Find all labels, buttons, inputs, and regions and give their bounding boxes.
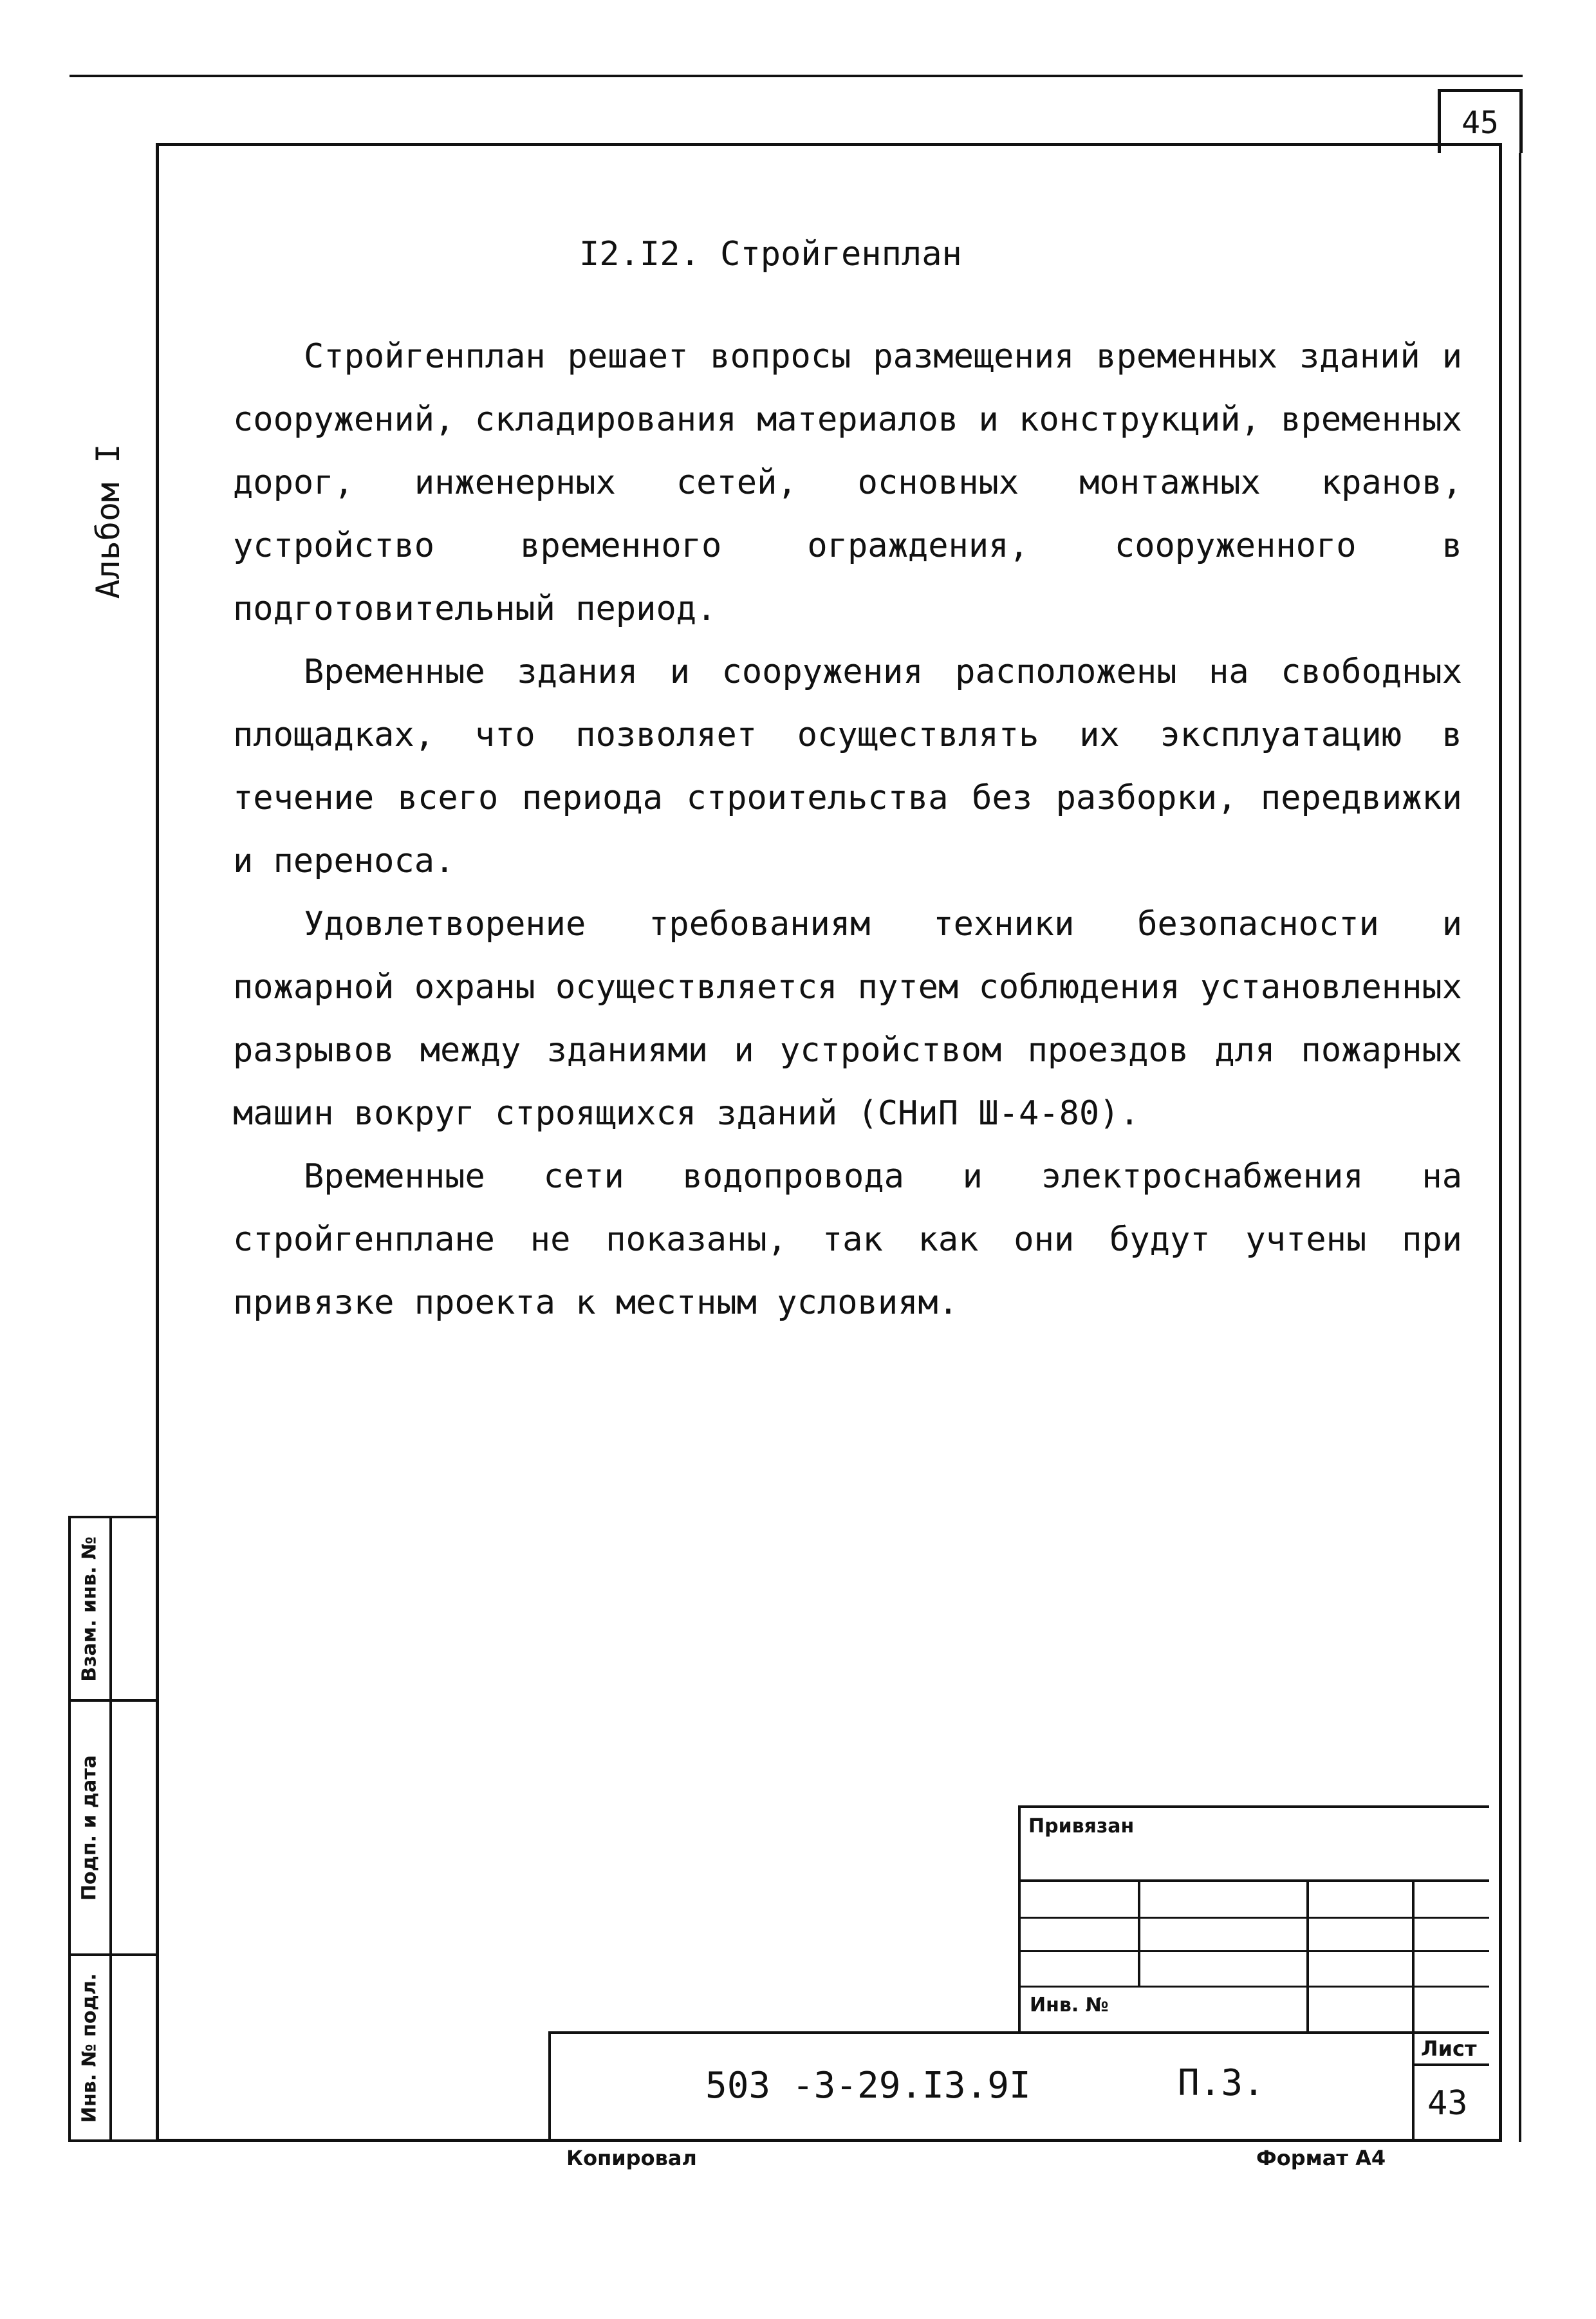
side-stamp-podp-data: Подп. и дата (78, 1755, 101, 1901)
side-stamp-top (68, 1516, 158, 1518)
tb-privyazan-row-2 (1018, 1917, 1489, 1919)
side-stamp-inv-podl: Инв. № подл. (78, 1973, 101, 2123)
side-stamp-row-2 (68, 1953, 158, 1956)
side-stamp-divider (109, 1516, 112, 2142)
tb-doc-code: 503 -3-29.I3.9I (705, 2065, 1031, 2107)
paragraph-2: Временные здания и сооружения расположены на свободных площадках, что позволяет осуществлять их эксплуатацию в течение всего периода строительства без разборки, передвижки и переноса. (233, 653, 1462, 880)
side-stamp-bottom (68, 2139, 158, 2142)
paragraph-1: Стройгенплан решает вопросы размещения временных зданий и сооружений, складирования материалов и конструкций, временных дорог, инженерных сетей, основных монтажных кранов, устройство временного ограждения, сооруженного в подготовительный период. (233, 337, 1462, 628)
side-stamp-vzam-inv: Взам. инв. № (78, 1536, 101, 1682)
side-stamp-vzam-box (70, 1519, 109, 1699)
tb-privyazan-label: Привязан (1028, 1815, 1135, 1838)
tb-section: П.3. (1178, 2062, 1265, 2104)
tb-privyazan-row-4 (1018, 1986, 1489, 1988)
album-label-box (70, 399, 147, 644)
footer-copied: Копировал (566, 2146, 697, 2170)
tb-privyazan-row-1 (1018, 1879, 1489, 1882)
tb-privyazan-col-2 (1306, 1879, 1309, 2033)
frame-right-outer (1519, 153, 1521, 2142)
tb-privyazan-left (1018, 1805, 1021, 2034)
side-stamp-inv-box (70, 1957, 109, 2139)
body-text (233, 325, 1462, 1334)
side-stamp-podp-box (70, 1702, 109, 1953)
tb-privyazan-row-3 (1018, 1950, 1489, 1952)
tb-privyazan-col-1 (1138, 1879, 1140, 1988)
tb-sheet-number: 43 (1427, 2084, 1468, 2123)
paragraph-4: Временные сети водопровода и электроснабжения на стройгенплане не показаны, так как они будут учтены при привязке проекта к местным условиям. (233, 1157, 1462, 1322)
tb-privyazan-top (1018, 1805, 1489, 1808)
tb-privyazan-col-3 (1412, 1879, 1415, 2033)
top-rule (70, 75, 1523, 77)
album-label: Альбом I (89, 443, 127, 599)
tb-sheet-row (1412, 2063, 1489, 2066)
section-heading: I2.I2. Стройгенплан (579, 235, 962, 274)
paragraph-3: Удовлетворение требованиям техники безопасности и пожарной охраны осуществляется путем соблюдения установленных разрывов между зданиями и устройством проездов для пожарных машин вокруг строящихся зданий (СНиП Ш-4-80). (233, 905, 1462, 1133)
tb-main-top (548, 2031, 1489, 2034)
tb-main-left (548, 2031, 551, 2142)
page-number: 45 (1438, 89, 1523, 153)
footer-format: Формат А4 (1256, 2146, 1386, 2170)
tb-sheet-col (1412, 2031, 1415, 2142)
tb-inv-no-label: Инв. № (1030, 1994, 1109, 2016)
tb-sheet-label: Лист (1421, 2036, 1477, 2061)
side-stamp-row-1 (68, 1699, 158, 1702)
